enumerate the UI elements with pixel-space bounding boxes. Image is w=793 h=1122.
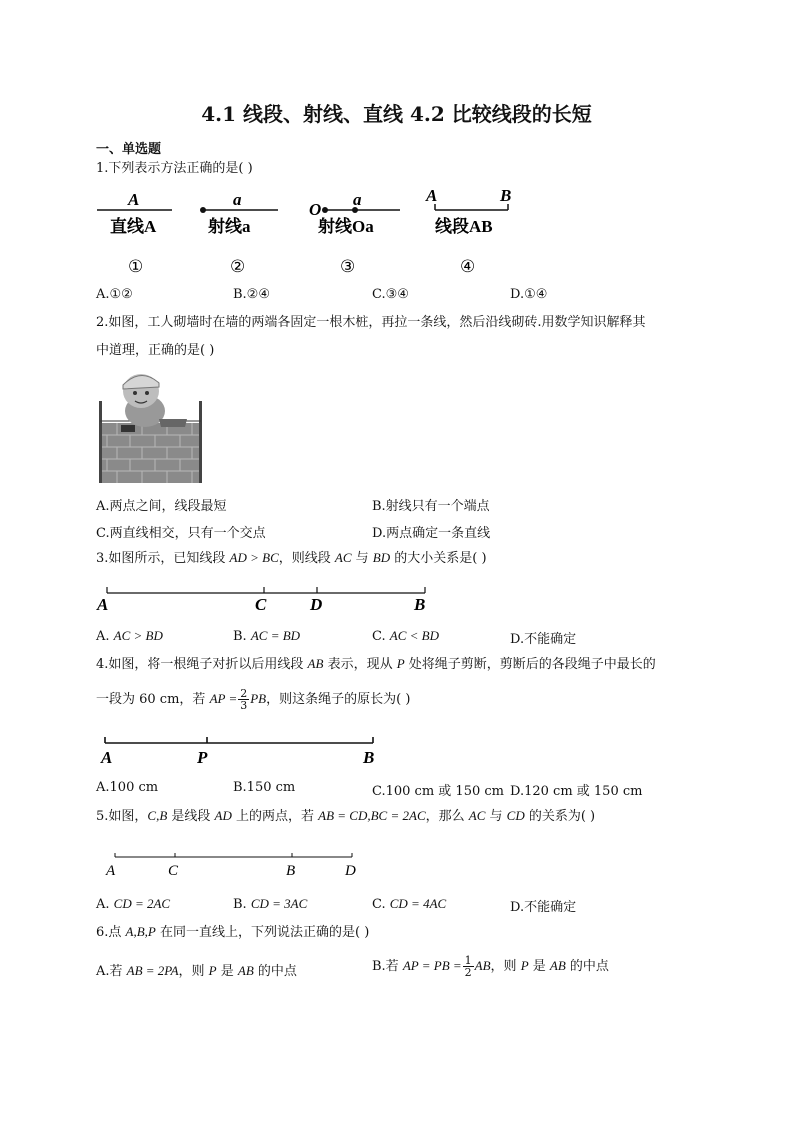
q4-option-c[interactable]: C.100 cm 或 150 cm bbox=[372, 784, 504, 799]
q1-fig3-left-label: O bbox=[309, 200, 322, 219]
q1-fig1-caption: 直线A bbox=[110, 217, 157, 236]
q2-option-c[interactable]: C.两直线相交，只有一个交点 bbox=[96, 526, 266, 541]
q1-fig4-left-label: A bbox=[426, 186, 438, 205]
q1-fig2-caption: 射线a bbox=[208, 217, 251, 236]
q4-stem-line1: 4.如图，将一根绳子对折以后用线段 AB 表示，现从 P 处将绳子剪断，剪断后的各段绳子中最长的 bbox=[96, 656, 656, 672]
q5-label-b: B bbox=[286, 863, 296, 879]
q2-stem-line1: 2.如图，工人砌墙时在墙的两端各固定一根木桩，再拉一条线，然后沿线砌砖.用数学知识解释其 bbox=[96, 315, 646, 330]
q2-option-d[interactable]: D.两点确定一条直线 bbox=[372, 526, 491, 541]
section-heading: 一、单选题 bbox=[96, 142, 162, 157]
q1-option-d[interactable]: D.①④ bbox=[510, 287, 548, 302]
q5-segment-figure bbox=[100, 848, 370, 882]
q5-option-a[interactable]: A. CD = 2AC bbox=[96, 896, 171, 912]
q1-fig2-top-label: a bbox=[233, 190, 242, 209]
q4-option-d[interactable]: D.120 cm 或 150 cm bbox=[510, 784, 643, 799]
q4-option-b[interactable]: B.150 cm bbox=[233, 780, 296, 795]
q3-option-d[interactable]: D.不能确定 bbox=[510, 632, 577, 647]
q1-fig3-caption: 射线Oa bbox=[318, 217, 374, 236]
q3-option-a[interactable]: A. AC > BD bbox=[96, 628, 163, 644]
q1-figures bbox=[90, 185, 530, 285]
q4-label-a: A bbox=[101, 748, 113, 767]
q3-option-c[interactable]: C. AC < BD bbox=[372, 628, 439, 644]
q3-stem: 3.如图所示，已知线段 AD > BC，则线段 AC 与 BD 的大小关系是( ) bbox=[96, 550, 487, 566]
q3-option-b[interactable]: B. AC = BD bbox=[233, 628, 301, 644]
q5-option-d[interactable]: D.不能确定 bbox=[510, 900, 577, 915]
q5-label-a: A bbox=[106, 863, 116, 879]
q1-fig4-segment bbox=[425, 186, 511, 276]
q5-option-b[interactable]: B. CD = 3AC bbox=[233, 896, 308, 912]
q4-label-b: B bbox=[363, 748, 375, 767]
q6-option-a[interactable]: A.若 AB = 2PA，则 P 是 AB 的中点 bbox=[96, 963, 297, 979]
q1-fig4-circled: ④ bbox=[460, 257, 476, 276]
q6-option-b[interactable]: B.若 AP = PB = $\frac{1}{2}$ AB，则 P 是 AB 的中点 bbox=[372, 954, 609, 979]
q1-fig2-ray bbox=[200, 190, 278, 276]
q2-option-a[interactable]: A.两点之间，线段最短 bbox=[96, 499, 227, 514]
q1-stem: 1.下列表示方法正确的是( ) bbox=[96, 161, 253, 176]
q1-fig3-circled: ③ bbox=[340, 257, 356, 276]
q1-fig4-caption: 线段AB bbox=[435, 217, 493, 236]
q3-segment-figure bbox=[95, 578, 435, 618]
q2-worker-illustration bbox=[97, 367, 205, 485]
q1-fig3-top-label: a bbox=[353, 190, 362, 209]
q1-fig3-ray bbox=[309, 190, 400, 276]
q5-stem: 5.如图，C,B 是线段 AD 上的两点，若 AB = CD,BC = 2AC，那么 AC 与 CD 的关系为( ) bbox=[96, 808, 596, 824]
q5-option-c[interactable]: C. CD = 4AC bbox=[372, 896, 447, 912]
q1-fig2-circled: ② bbox=[230, 257, 246, 276]
q1-fig4-top-label: B bbox=[500, 186, 512, 205]
q5-label-d: D bbox=[345, 863, 356, 879]
q3-label-c: C bbox=[255, 595, 267, 614]
q1-option-c[interactable]: C.③④ bbox=[372, 287, 409, 302]
q6-stem: 6.点 A,B,P 在同一直线上，下列说法正确的是( ) bbox=[96, 924, 370, 940]
q2-stem-line2: 中道理，正确的是( ) bbox=[96, 343, 215, 358]
q4-fraction: $\frac{2}{3}$ bbox=[240, 687, 248, 712]
page-title: 4.1 线段、射线、直线 4.2 比较线段的长短 bbox=[201, 102, 592, 126]
q6-fraction: $\frac{1}{2}$ bbox=[464, 954, 472, 979]
q1-fig1-circled: ① bbox=[128, 257, 144, 276]
q1-option-a[interactable]: A.①② bbox=[96, 287, 133, 302]
q3-label-a: A bbox=[97, 595, 109, 614]
q3-label-b: B bbox=[414, 595, 426, 614]
q1-fig1-top-label: A bbox=[128, 190, 140, 209]
q4-stem-line2: 一段为 60 cm，若 AP = $\frac{2}{3}$ PB，则这条绳子的原长为( ) bbox=[96, 687, 411, 712]
q2-option-b[interactable]: B.射线只有一个端点 bbox=[372, 499, 490, 514]
q5-label-c: C bbox=[168, 863, 179, 879]
q4-rope-figure bbox=[97, 730, 387, 770]
q1-fig1-line bbox=[97, 190, 172, 276]
q4-label-p: P bbox=[197, 748, 208, 767]
q4-option-a[interactable]: A.100 cm bbox=[96, 780, 159, 795]
q3-label-d: D bbox=[310, 595, 323, 614]
q1-option-b[interactable]: B.②④ bbox=[233, 287, 270, 302]
